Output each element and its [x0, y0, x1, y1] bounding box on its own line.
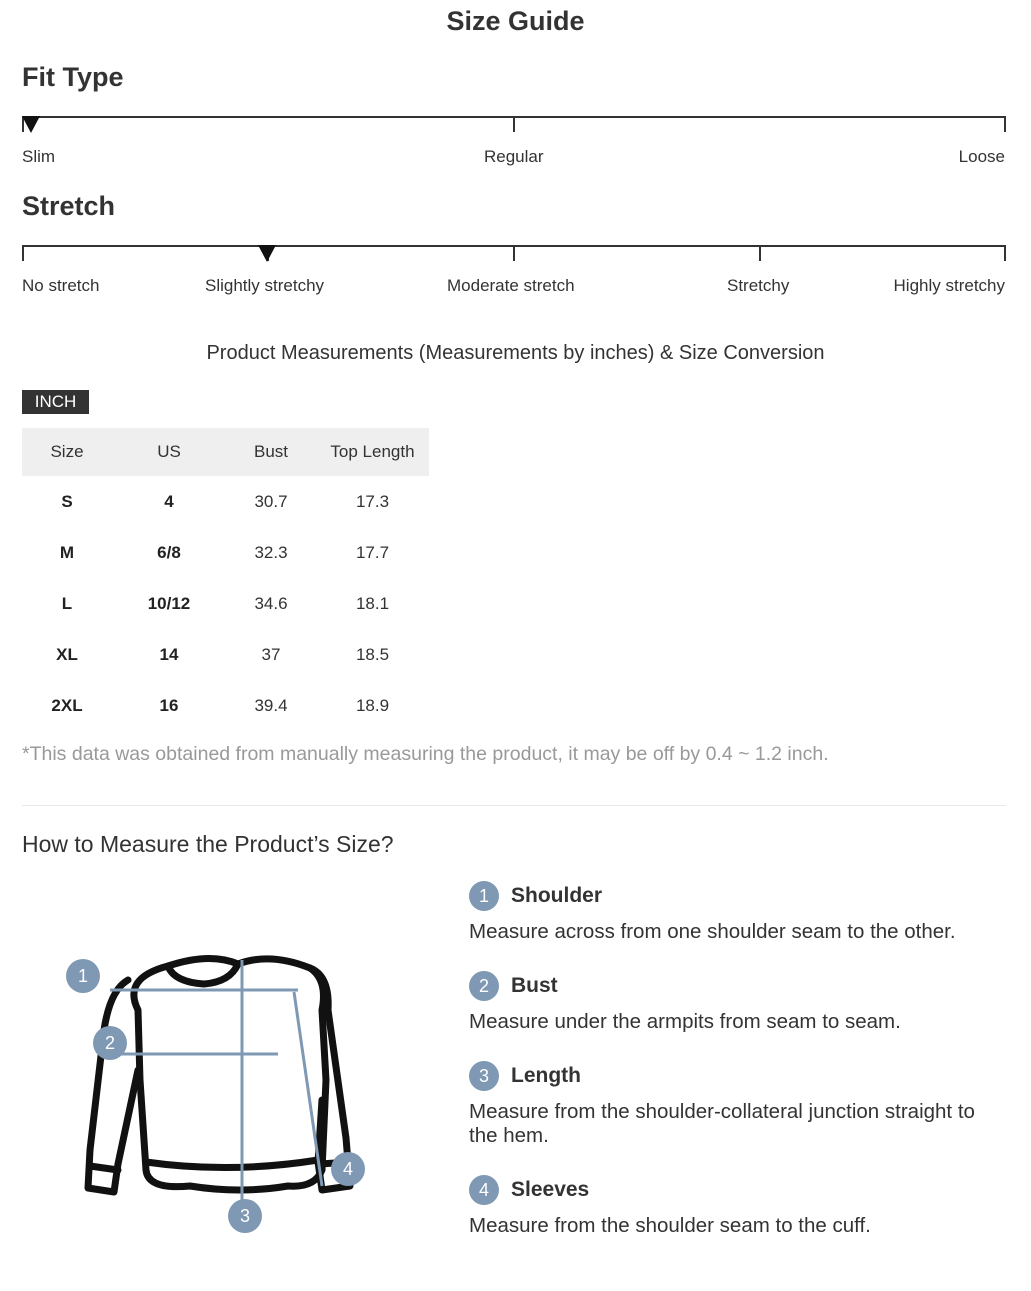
marker-3-icon [228, 1199, 262, 1233]
size-table [22, 428, 429, 731]
stretch-heading: Stretch [22, 191, 116, 221]
column-header: Size [22, 428, 112, 476]
column-header: Bust [226, 428, 316, 476]
marker-4-icon [331, 1152, 365, 1186]
column-header: Top Length [316, 428, 429, 476]
table-header-row [22, 428, 429, 476]
table-row [22, 629, 429, 680]
table-row [22, 527, 429, 578]
svg-text:1: 1 [77, 966, 89, 986]
measure-description: Measure from the shoulder seam to the cuff. [469, 1214, 871, 1237]
unit-badge[interactable]: INCH [22, 390, 89, 414]
bust-cell: 34.6 [254, 593, 288, 613]
bust-cell: 30.7 [254, 491, 288, 511]
top-length-cell: 17.3 [355, 491, 390, 511]
size-cell: 2XL [51, 695, 83, 715]
section-divider [22, 805, 1006, 806]
svg-text:3: 3 [239, 1206, 251, 1226]
measure-name: Shoulder [511, 884, 603, 907]
fit-label-slim: Slim [22, 147, 56, 166]
measure-item-shoulder [469, 881, 1009, 944]
measure-name: Length [511, 1064, 581, 1087]
measurements-title: Product Measurements (Measurements by inches) & Size Conversion [206, 342, 825, 364]
number-badge: 4 [469, 1175, 499, 1205]
us-cell: 14 [159, 644, 179, 664]
stretch-label-moderate: Moderate stretch [447, 276, 575, 295]
bust-cell: 37 [261, 644, 281, 664]
svg-text:4: 4 [342, 1159, 354, 1179]
fit-type-heading: Fit Type [22, 62, 124, 92]
number-badge: 3 [469, 1061, 499, 1091]
fit-label-loose: Loose [958, 147, 1005, 166]
top-length-cell: 17.7 [355, 542, 390, 562]
measure-description: Measure from the shoulder-collateral junction straight to the hem. [469, 1100, 975, 1147]
fit-marker-icon [22, 116, 40, 133]
size-cell: XL [56, 644, 78, 664]
table-row [22, 476, 429, 527]
us-cell: 10/12 [147, 593, 191, 613]
how-to-measure-title: How to Measure the Product’s Size? [22, 831, 394, 857]
number-badge: 1 [469, 881, 499, 911]
bust-cell: 39.4 [254, 695, 288, 715]
table-row [22, 680, 429, 731]
stretch-label-stretchy: Stretchy [727, 276, 790, 295]
scale-tick [22, 245, 24, 261]
stretch-label-highly: Highly stretchy [893, 276, 1005, 295]
table-row [22, 578, 429, 629]
page-title: Size Guide [446, 6, 585, 36]
stretch-scale [22, 245, 1006, 261]
size-cell: L [61, 593, 73, 613]
measurement-disclaimer: *This data was obtained from manually measuring the product, it may be off by 0.4 ~ 1.2 inch. [22, 743, 829, 765]
top-length-cell: 18.9 [355, 695, 390, 715]
top-length-cell: 18.5 [355, 644, 390, 664]
number-badge: 2 [469, 971, 499, 1001]
column-header: US [112, 428, 226, 476]
scale-tick [513, 116, 515, 132]
fit-label-regular: Regular [484, 147, 544, 166]
size-cell: S [61, 491, 73, 511]
measure-name: Sleeves [511, 1178, 590, 1201]
stretch-marker-icon [258, 245, 276, 262]
measure-item-sleeves [469, 1175, 1009, 1238]
sweatshirt-measure-diagram-icon [60, 950, 380, 1240]
us-cell: 16 [159, 695, 179, 715]
measure-item-bust [469, 971, 1009, 1034]
measure-item-length [469, 1061, 1009, 1148]
measure-description: Measure under the armpits from seam to seam. [469, 1010, 901, 1033]
marker-2-icon [93, 1026, 127, 1060]
marker-1-icon [66, 959, 100, 993]
measure-description: Measure across from one shoulder seam to the other. [469, 920, 956, 943]
scale-tick [1004, 245, 1006, 261]
size-cell: M [59, 542, 75, 562]
svg-text:2: 2 [104, 1033, 116, 1053]
scale-tick [1004, 116, 1006, 132]
stretch-label-no: No stretch [22, 276, 100, 295]
us-cell: 6/8 [157, 542, 181, 562]
measure-name: Bust [511, 974, 558, 997]
top-length-cell: 18.1 [355, 593, 390, 613]
scale-tick [759, 245, 761, 261]
us-cell: 4 [164, 491, 174, 511]
scale-tick [513, 245, 515, 261]
fit-type-scale [22, 116, 1006, 132]
stretch-label-slightly: Slightly stretchy [205, 276, 325, 295]
bust-cell: 32.3 [254, 542, 288, 562]
